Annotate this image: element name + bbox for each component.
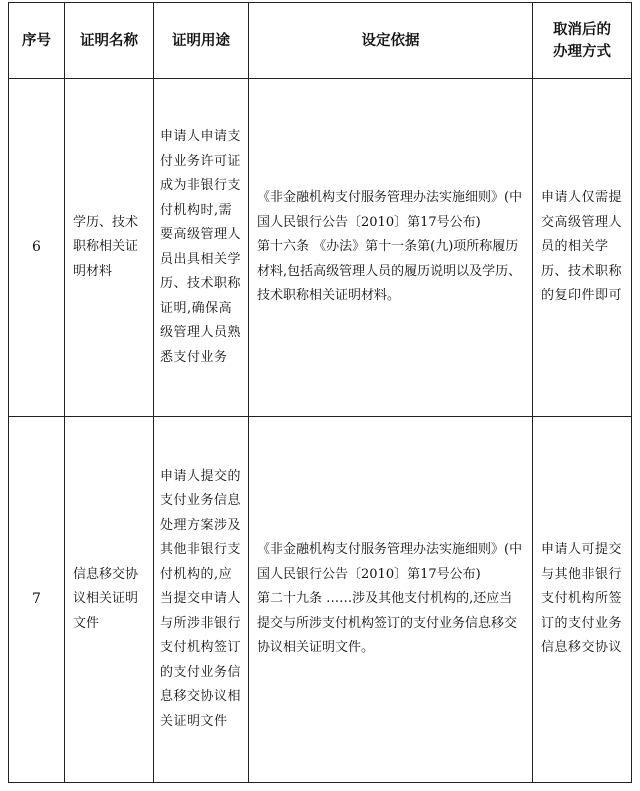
row-after (533, 79, 632, 417)
document-page (8, 2, 631, 783)
header-after-label: 取消后的办理方式 (553, 21, 611, 60)
header-name: 证明名称 (65, 3, 154, 79)
header-after (533, 3, 632, 79)
row-basis (249, 417, 533, 783)
row-name-text: 信息移交协议相关证明文件 (73, 566, 139, 631)
header-basis: 设定依据 (249, 3, 533, 79)
row-after-text: 申请人仅需提交高级管理人员的相关学历、技术职称的复印件即可 (541, 190, 623, 304)
row-use-text: 申请人申请支付业务许可证成为非银行支付机构时,需要高级管理人员出具相关学历、技术职称证明,确保高级管理人员熟悉支付业务 (160, 129, 242, 365)
row-basis-text: 第十六条 《办法》第十一条第(九)项所称履历材料,包括高级管理人员的履历说明以及学历、技术职称相关证明材料。 (257, 239, 522, 304)
table-row (9, 417, 632, 783)
row-basis-ref: 《非金融机构支付服务管理办法实施细则》(中国人民银行公告〔2010〕第17号公布) (257, 190, 523, 230)
row-index: 6 (9, 79, 65, 417)
row-index: 7 (9, 417, 65, 783)
row-use-text: 申请人提交的支付业务信息处理方案涉及其他非银行支付机构的,应当提交申请人与所涉非银行支付机构签订的支付业务信息移交协议相关证明文件 (160, 468, 242, 729)
row-basis (249, 79, 533, 417)
row-use (154, 417, 249, 783)
row-basis-ref: 《非金融机构支付服务管理办法实施细则》(中国人民银行公告〔2010〕第17号公布) (257, 542, 523, 582)
row-basis-text: 第二十九条 ……涉及其他支付机构的,还应当提交与所涉支付机构签订的支付业务信息移交协议相关证明文件。 (257, 591, 518, 656)
certificate-table (8, 2, 632, 783)
row-after (533, 417, 632, 783)
header-index: 序号 (9, 3, 65, 79)
table-header-row (9, 3, 632, 79)
row-use (154, 79, 249, 417)
row-after-text: 申请人可提交与其他非银行支付机构所签订的支付业务信息移交协议 (541, 542, 623, 656)
row-name (65, 417, 154, 783)
row-name-text: 学历、技术职称相关证明材料 (73, 214, 139, 279)
header-use: 证明用途 (154, 3, 249, 79)
table-row (9, 79, 632, 417)
row-name (65, 79, 154, 417)
